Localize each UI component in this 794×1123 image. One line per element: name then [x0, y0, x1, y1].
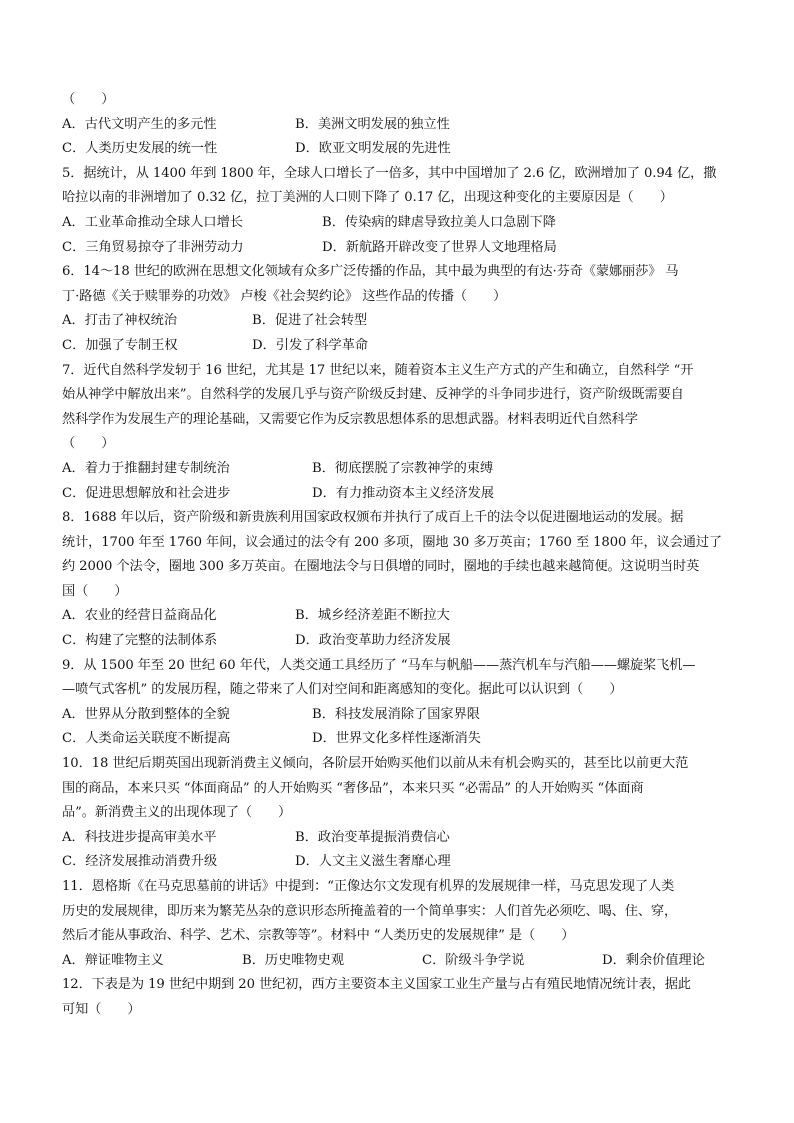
answer-option: B．科技发展消除了国家界限: [312, 706, 480, 722]
options-row: [62, 703, 738, 728]
answer-option: B．政治变革提振消费信心: [295, 829, 450, 845]
document-page: [62, 88, 738, 1023]
answer-option: B．传染病的肆虐导致拉美人口急剧下降: [322, 214, 556, 230]
answer-option: D．欧亚文明发展的先进性: [295, 141, 451, 157]
text-line: 9．从 1500 年至 20 世纪 60 年代，人类交通工具经历了 “马车与帆船——蒸汽机车与汽船——螺旋桨飞机—: [62, 657, 696, 673]
text-line: （ ）: [62, 92, 115, 107]
answer-option: A．科技进步提高审美水平: [62, 829, 217, 845]
text-line: 12．下表是为 19 世纪中期到 20 世纪初，西方主要资本主义国家工业生产量与占有殖民地情况统计表，据此: [62, 977, 691, 993]
answer-option: A．农业的经营日益商品化: [62, 608, 217, 624]
answer-option: A．古代文明产生的多元性: [62, 116, 217, 132]
text-line: （ ）: [62, 436, 115, 452]
text-line: 品”。新消费主义的出现体现了（ ）: [62, 805, 292, 821]
answer-option: C．人类历史发展的统一性: [62, 141, 218, 157]
text-line: 围的商品，本来只买 “体面商品” 的人开始购买 “奢侈品”，本来只买 “必需品” 的人开始购买 “体面商: [62, 780, 644, 796]
text-line: 6．14～18 世纪的欧洲在思想文化领域有众多广泛传播的作品，其中最为典型的有达·芬奇《蒙娜丽莎》 马: [62, 264, 679, 280]
text-line: 7．近代自然科学发轫于 16 世纪，尤其是 17 世纪以来，随着资本主义生产方式的产生和确立，自然科学 “开: [62, 362, 694, 378]
text-line: 然后才能从事政治、科学、艺术、宗教等等”。材料中 “人类历史的发展规律” 是（ ）: [62, 928, 575, 944]
text-line: 10．18 世纪后期英国出现新消费主义倾向，各阶层开始购买他们以前从未有机会购买的，甚至比以前更大范: [62, 756, 689, 772]
answer-option: B．彻底摆脱了宗教神学的束缚: [312, 460, 494, 476]
text-line: 然科学作为发展生产的理论基础，又需要它作为反宗教思想体系的思想武器。材料表明近代自然科学: [62, 411, 638, 427]
answer-option: B．历史唯物史观: [242, 952, 345, 968]
answer-option: D．世界文化多样性逐渐消失: [312, 731, 481, 747]
options-row: [62, 211, 738, 236]
text-line: 历史的发展规律，即历来为繁芜丛杂的意识形态所掩盖着的一个简单事实：人们首先必须吃、喝、住、穿，: [62, 903, 678, 919]
options-row: [62, 727, 738, 752]
text-line: 始从神学中解放出来”。自然科学的发展几乎与资产阶级反封建、反神学的斗争同步进行，资产阶级既需要自: [62, 387, 684, 403]
answer-option: D．政治变革助力经济发展: [295, 633, 451, 649]
text-line: —喷气式客机” 的发展历程，随之带来了人们对空间和距离感知的变化。据此可以认识到（ ）: [62, 682, 623, 698]
answer-option: C．三角贸易掠夺了非洲劳动力: [62, 239, 244, 255]
text-line: 11．恩格斯《在马克思墓前的讲话》中提到：“正像达尔文发现有机界的发展规律一样，马克思发现了人类: [62, 879, 675, 894]
answer-option: A．打击了神权统治: [62, 313, 178, 329]
answer-option: D．人文主义滋生奢靡心理: [295, 854, 451, 870]
answer-option: D．有力推动资本主义经济发展: [312, 485, 495, 501]
options-row: [62, 334, 738, 359]
answer-option: C．促进思想解放和社会进步: [62, 485, 231, 501]
text-line: 约 2000 个法令，圈地 300 多万英亩。在圈地法令与日俱增的同时，圈地的手续也越来越简便。这说明当时英: [62, 559, 700, 575]
answer-option: D．新航路开辟改变了世界人文地理格局: [322, 239, 557, 255]
options-row: [62, 850, 738, 875]
answer-option: C．经济发展推动消费升级: [62, 854, 218, 870]
text-line: 5．据统计，从 1400 年到 1800 年，全球人口增长了一倍多，其中中国增加了 2.6 亿，欧洲增加了 0.94 亿，撒: [62, 165, 717, 181]
answer-option: C．加强了专制王权: [62, 337, 178, 353]
answer-option: B．促进了社会转型: [252, 313, 368, 329]
options-row: [62, 949, 738, 974]
options-row: [62, 826, 738, 851]
answer-option: A．辩证唯物主义: [62, 952, 164, 968]
answer-option: C．人类命运关联度不断提高: [62, 731, 231, 747]
answer-option: A．世界从分散到整体的全貌: [62, 706, 230, 722]
answer-option: B．美洲文明发展的独立性: [295, 116, 450, 132]
text-line: 统计，1700 年至 1760 年间，议会通过的法令有 200 多项，圈地 30 多万英亩；1760 至 1800 年，议会通过了: [62, 534, 722, 550]
options-row: [62, 113, 738, 138]
answer-option: A．着力于推翻封建专制统治: [62, 460, 230, 476]
text-line: 8．1688 年以后，资产阶级和新贵族利用国家政权颁布并执行了成百上千的法令以促进圈地运动的发展。据: [62, 510, 684, 526]
options-row: [62, 482, 738, 507]
answer-option: A．工业革命推动全球人口增长: [62, 214, 243, 230]
text-line: 可知（ ）: [62, 1001, 141, 1017]
answer-option: C．阶级斗争学说: [422, 952, 525, 968]
text-line: 哈拉以南的非洲增加了 0.32 亿，拉丁美洲的人口则下降了 0.17 亿，出现这种变化的主要原因是（ ）: [62, 190, 673, 206]
options-row: [62, 137, 738, 162]
text-line: 丁·路德《关于赎罪券的功效》 卢梭《社会契约论》 这些作品的传播（ ）: [62, 288, 507, 304]
answer-option: D．剩余价值理论: [602, 952, 705, 968]
answer-option: D．引发了科学革命: [252, 337, 369, 353]
options-row: [62, 236, 738, 261]
options-row: [62, 629, 738, 654]
answer-option: C．构建了完整的法制体系: [62, 633, 218, 649]
text-line: 国（ ）: [62, 583, 128, 599]
answer-option: B．城乡经济差距不断拉大: [295, 608, 450, 624]
options-row: [62, 309, 738, 334]
options-row: [62, 604, 738, 629]
options-row: [62, 457, 738, 482]
